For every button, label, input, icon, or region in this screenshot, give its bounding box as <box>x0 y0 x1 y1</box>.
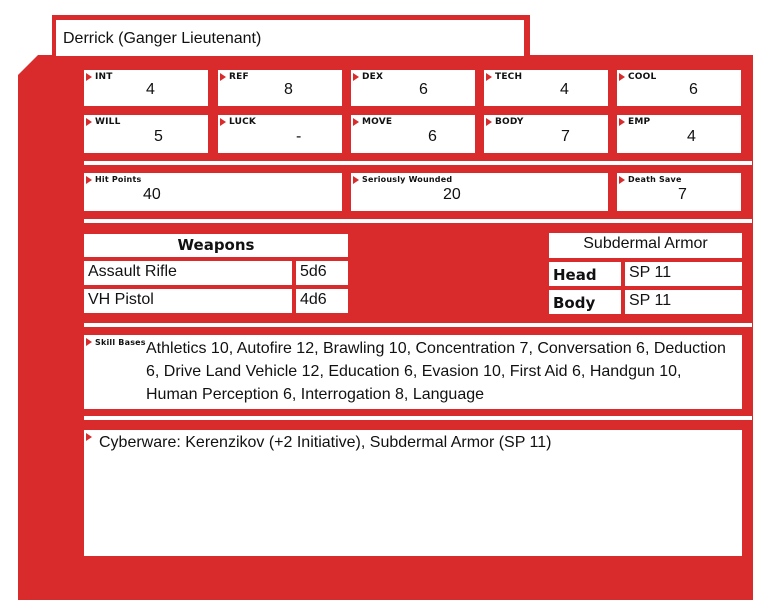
skills-box <box>84 335 742 409</box>
stat-label: EMP <box>628 117 651 127</box>
marker-icon <box>220 118 226 126</box>
stat-label: INT <box>95 72 113 82</box>
seriously-wounded-value: 20 <box>443 186 461 203</box>
marker-icon <box>220 73 226 81</box>
divider <box>84 323 752 327</box>
marker-icon <box>86 118 92 126</box>
weapon-damage: 5d6 <box>296 261 348 285</box>
stat-value: 4 <box>687 128 696 145</box>
armor-sp: SP 11 <box>625 262 742 286</box>
seriously-wounded-label: Seriously Wounded <box>362 175 453 184</box>
death-save-box <box>617 173 741 211</box>
stat-int <box>84 70 208 106</box>
weapon-damage: 4d6 <box>296 289 348 313</box>
weapon-name: VH Pistol <box>84 289 292 313</box>
stat-label: REF <box>229 72 249 82</box>
hit-points-box <box>84 173 342 211</box>
armor-header: Subdermal Armor <box>549 233 742 258</box>
stat-move <box>351 115 475 153</box>
character-name: Derrick (Ganger Lieutenant) <box>63 30 262 47</box>
hit-points-value: 40 <box>143 186 161 203</box>
weapons-header: Weapons <box>84 234 348 257</box>
marker-icon <box>353 73 359 81</box>
marker-icon <box>619 176 625 184</box>
stat-label: BODY <box>495 117 524 127</box>
armor-location: Head <box>549 262 621 286</box>
weapon-name: Assault Rifle <box>84 261 292 285</box>
stat-label: COOL <box>628 72 657 82</box>
stat-value: 6 <box>689 81 698 98</box>
armor-sp: SP 11 <box>625 290 742 314</box>
stat-label: LUCK <box>229 117 257 127</box>
stat-cool <box>617 70 741 106</box>
stat-label: TECH <box>495 72 523 82</box>
marker-icon <box>86 176 92 184</box>
stat-value: 8 <box>284 81 293 98</box>
marker-icon <box>86 433 92 441</box>
stat-tech <box>484 70 608 106</box>
marker-icon <box>619 73 625 81</box>
marker-icon <box>353 176 359 184</box>
stat-luck <box>218 115 342 153</box>
stat-value: 7 <box>561 128 570 145</box>
cyberware-text: Cyberware: Kerenzikov (+2 Initiative), Subdermal Armor (SP 11) <box>99 434 552 451</box>
divider <box>84 219 752 223</box>
stat-will <box>84 115 208 153</box>
marker-icon <box>486 118 492 126</box>
stat-value: 5 <box>154 128 163 145</box>
stat-label: MOVE <box>362 117 393 127</box>
marker-icon <box>86 338 92 346</box>
hit-points-label: Hit Points <box>95 175 142 184</box>
stat-value: 6 <box>419 81 428 98</box>
divider <box>84 416 752 420</box>
death-save-value: 7 <box>678 186 687 203</box>
divider <box>84 161 752 165</box>
stat-dex <box>351 70 475 106</box>
stat-value: 6 <box>428 128 437 145</box>
marker-icon <box>486 73 492 81</box>
skills-list: Athletics 10, Autofire 12, Brawling 10, Concentration 7, Conversation 6, Deduction 6, Drive Land Vehicle 12, Education 6, Evasion 10, First Aid 6, Handgun 10, Human Perception 6, Interrogation 8, Language <box>146 340 726 403</box>
cyberware-box <box>84 430 742 556</box>
marker-icon <box>86 73 92 81</box>
stat-label: WILL <box>95 117 121 127</box>
character-name-box <box>56 20 524 56</box>
stat-value: 4 <box>560 81 569 98</box>
seriously-wounded-box <box>351 173 608 211</box>
stat-label: DEX <box>362 72 384 82</box>
stat-body <box>484 115 608 153</box>
marker-icon <box>353 118 359 126</box>
skills-text <box>146 337 726 406</box>
skills-label: Skill Bases <box>95 338 146 347</box>
stat-emp <box>617 115 741 153</box>
stat-ref <box>218 70 342 106</box>
stat-value: - <box>296 128 302 145</box>
armor-location: Body <box>549 290 621 314</box>
death-save-label: Death Save <box>628 175 682 184</box>
stat-value: 4 <box>146 81 155 98</box>
marker-icon <box>619 118 625 126</box>
